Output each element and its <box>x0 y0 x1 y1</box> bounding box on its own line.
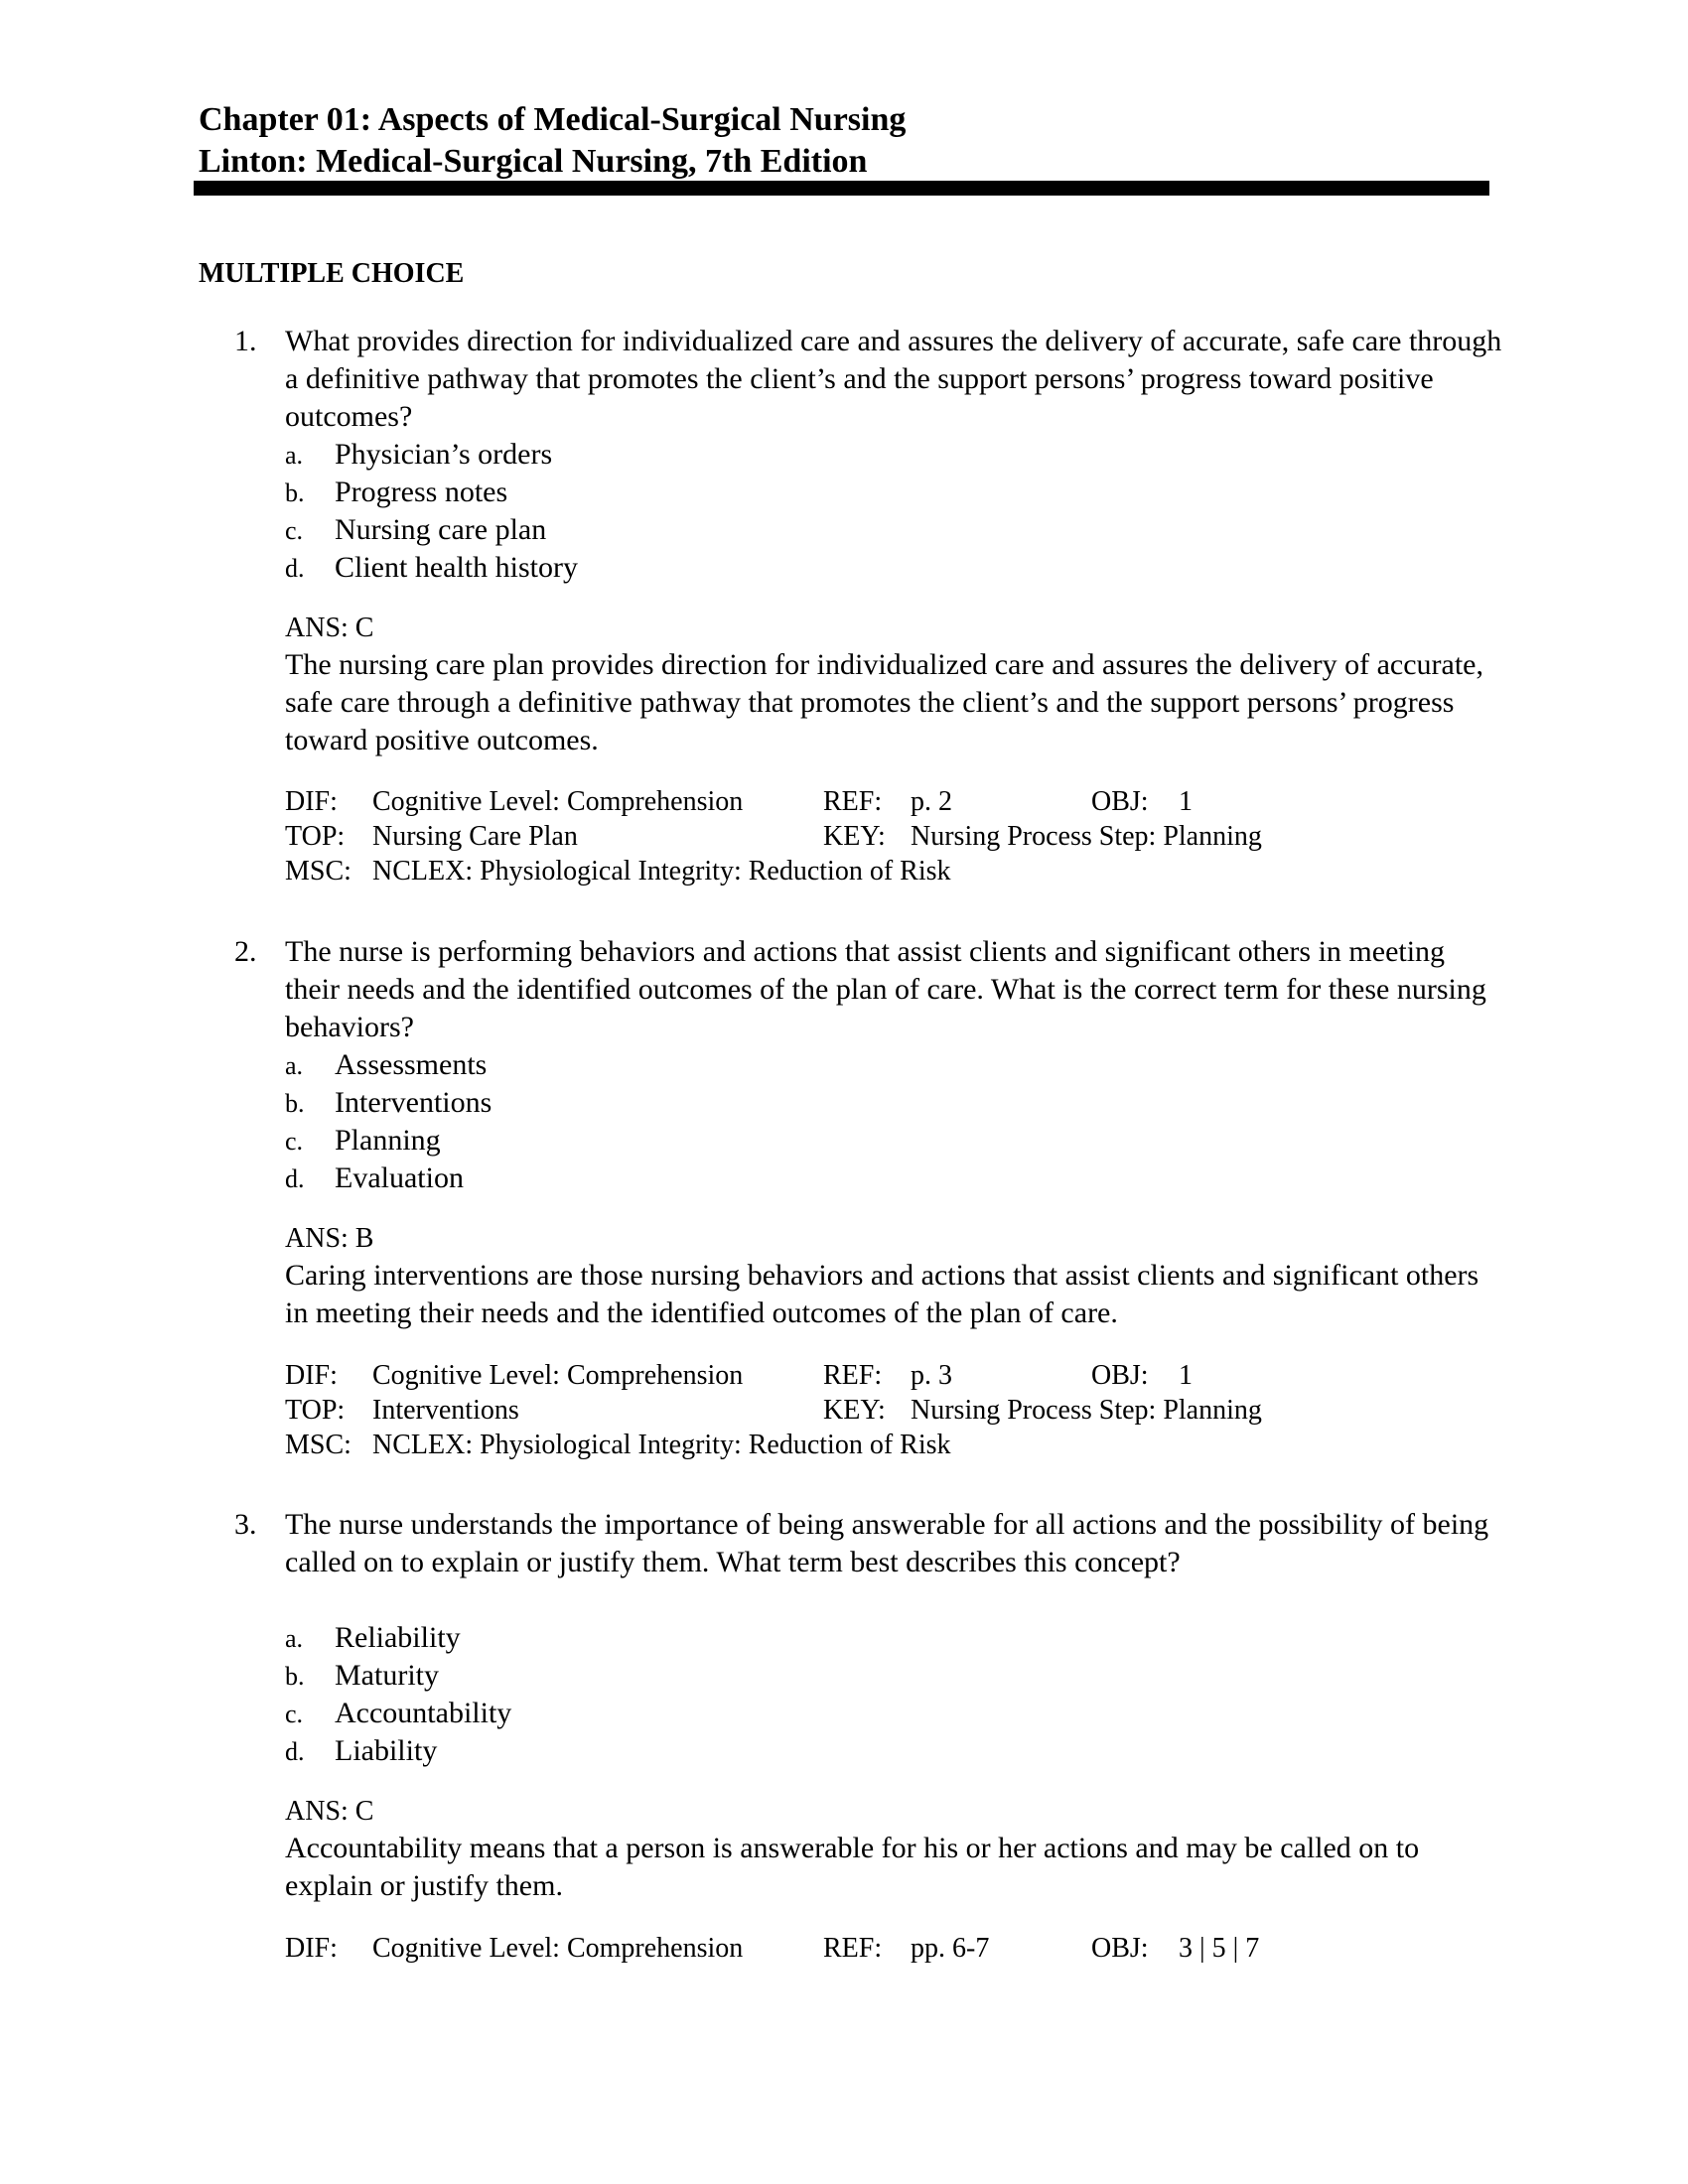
obj-value: 1 <box>1179 786 1193 817</box>
answer-key: ANS: C <box>285 1796 374 1827</box>
option-text: Physician’s orders <box>335 438 553 471</box>
top-label: TOP: <box>285 821 346 852</box>
option-text: Liability <box>335 1734 438 1767</box>
meta-row <box>285 1931 1506 1966</box>
key-label: KEY: <box>823 821 886 852</box>
option-letter: a. <box>285 441 304 470</box>
option-c <box>285 1122 441 1160</box>
option-letter: c. <box>285 1127 304 1156</box>
ref-value: pp. 6-7 <box>911 1933 990 1964</box>
ref-label: REF: <box>823 786 883 817</box>
meta-row <box>285 1393 1506 1428</box>
option-letter: a. <box>285 1624 304 1653</box>
option-letter: c. <box>285 1700 304 1728</box>
option-letter: d. <box>285 1737 305 1766</box>
section-title: MULTIPLE CHOICE <box>199 258 465 289</box>
header-rule <box>194 181 1489 196</box>
dif-value: Cognitive Level: Comprehension <box>372 786 744 817</box>
book-title: Linton: Medical-Surgical Nursing, 7th Edition <box>199 143 868 180</box>
option-letter: b. <box>285 1089 305 1118</box>
top-value: Interventions <box>372 1395 519 1426</box>
option-letter: d. <box>285 554 305 583</box>
option-text: Maturity <box>335 1659 439 1692</box>
top-value: Nursing Care Plan <box>372 821 578 852</box>
dif-label: DIF: <box>285 1933 338 1964</box>
msc-label: MSC: <box>285 856 352 887</box>
option-text: Assessments <box>335 1048 488 1081</box>
ref-label: REF: <box>823 1933 883 1964</box>
option-text: Reliability <box>335 1621 461 1654</box>
ref-value: p. 3 <box>911 1360 952 1391</box>
option-a <box>285 1046 487 1085</box>
meta-row <box>285 1358 1506 1393</box>
question-metadata <box>285 1931 1506 1966</box>
answer-key: ANS: B <box>285 1223 374 1254</box>
question-number: 2. <box>234 935 257 968</box>
question-metadata <box>285 1358 1506 1462</box>
option-b <box>285 1657 439 1696</box>
option-letter: d. <box>285 1164 305 1193</box>
question-text: What provides direction for individualized care and assures the delivery of accurate, safe care through a definitive pathway that promotes the client’s and the support persons’ progress toward positive outcomes? <box>285 325 1502 433</box>
answer-rationale: Accountability means that a person is answerable for his or her actions and may be called on to explain or justify them. <box>285 1832 1420 1902</box>
option-text: Evaluation <box>335 1161 464 1194</box>
chapter-title: Chapter 01: Aspects of Medical-Surgical Nursing <box>199 101 907 138</box>
option-d <box>285 549 578 588</box>
option-d <box>285 1732 437 1771</box>
option-letter: a. <box>285 1051 304 1080</box>
key-value: Nursing Process Step: Planning <box>911 1395 1262 1426</box>
obj-label: OBJ: <box>1091 1933 1149 1964</box>
msc-value: NCLEX: Physiological Integrity: Reduction of Risk <box>372 1430 951 1460</box>
option-text: Interventions <box>335 1086 492 1119</box>
msc-label: MSC: <box>285 1430 352 1460</box>
key-label: KEY: <box>823 1395 886 1426</box>
question-number: 3. <box>234 1508 257 1541</box>
option-a <box>285 436 552 475</box>
option-text: Progress notes <box>335 476 508 508</box>
option-a <box>285 1619 461 1658</box>
meta-row <box>285 1428 1506 1462</box>
page-header <box>199 99 1489 183</box>
question-metadata <box>285 784 1506 888</box>
obj-value: 3 | 5 | 7 <box>1179 1933 1260 1964</box>
option-d <box>285 1160 464 1198</box>
question-text: The nurse is performing behaviors and actions that assist clients and significant others in meeting their needs and the identified outcomes of the plan of care. What is the correct term for these nursing behaviors? <box>285 935 1486 1043</box>
meta-row <box>285 784 1506 819</box>
option-text: Client health history <box>335 551 578 584</box>
obj-value: 1 <box>1179 1360 1193 1391</box>
answer-rationale: Caring interventions are those nursing behaviors and actions that assist clients and significant others in meeting their needs and the identified outcomes of the plan of care. <box>285 1259 1479 1329</box>
option-text: Planning <box>335 1124 441 1157</box>
option-b <box>285 1084 492 1123</box>
obj-label: OBJ: <box>1091 1360 1149 1391</box>
ref-label: REF: <box>823 1360 883 1391</box>
dif-value: Cognitive Level: Comprehension <box>372 1933 744 1964</box>
answer-rationale: The nursing care plan provides direction for individualized care and assures the delivery of accurate, safe care through a definitive pathway that promotes the client’s and the support persons’ progress toward positive outcomes. <box>285 648 1484 756</box>
option-b <box>285 474 507 512</box>
option-letter: b. <box>285 1662 305 1691</box>
dif-label: DIF: <box>285 1360 338 1391</box>
question-text: The nurse understands the importance of being answerable for all actions and the possibility of being called on to explain or justify them. What term best describes this concept? <box>285 1508 1489 1578</box>
answer-key: ANS: C <box>285 613 374 643</box>
meta-row <box>285 854 1506 888</box>
msc-value: NCLEX: Physiological Integrity: Reduction of Risk <box>372 856 951 887</box>
dif-value: Cognitive Level: Comprehension <box>372 1360 744 1391</box>
meta-row <box>285 819 1506 854</box>
option-text: Accountability <box>335 1697 512 1729</box>
dif-label: DIF: <box>285 786 338 817</box>
top-label: TOP: <box>285 1395 346 1426</box>
option-c <box>285 511 546 550</box>
ref-value: p. 2 <box>911 786 952 817</box>
option-letter: c. <box>285 516 304 545</box>
obj-label: OBJ: <box>1091 786 1149 817</box>
question-number: 1. <box>234 325 257 357</box>
key-value: Nursing Process Step: Planning <box>911 821 1262 852</box>
option-c <box>285 1695 511 1733</box>
option-letter: b. <box>285 478 305 507</box>
option-text: Nursing care plan <box>335 513 547 546</box>
